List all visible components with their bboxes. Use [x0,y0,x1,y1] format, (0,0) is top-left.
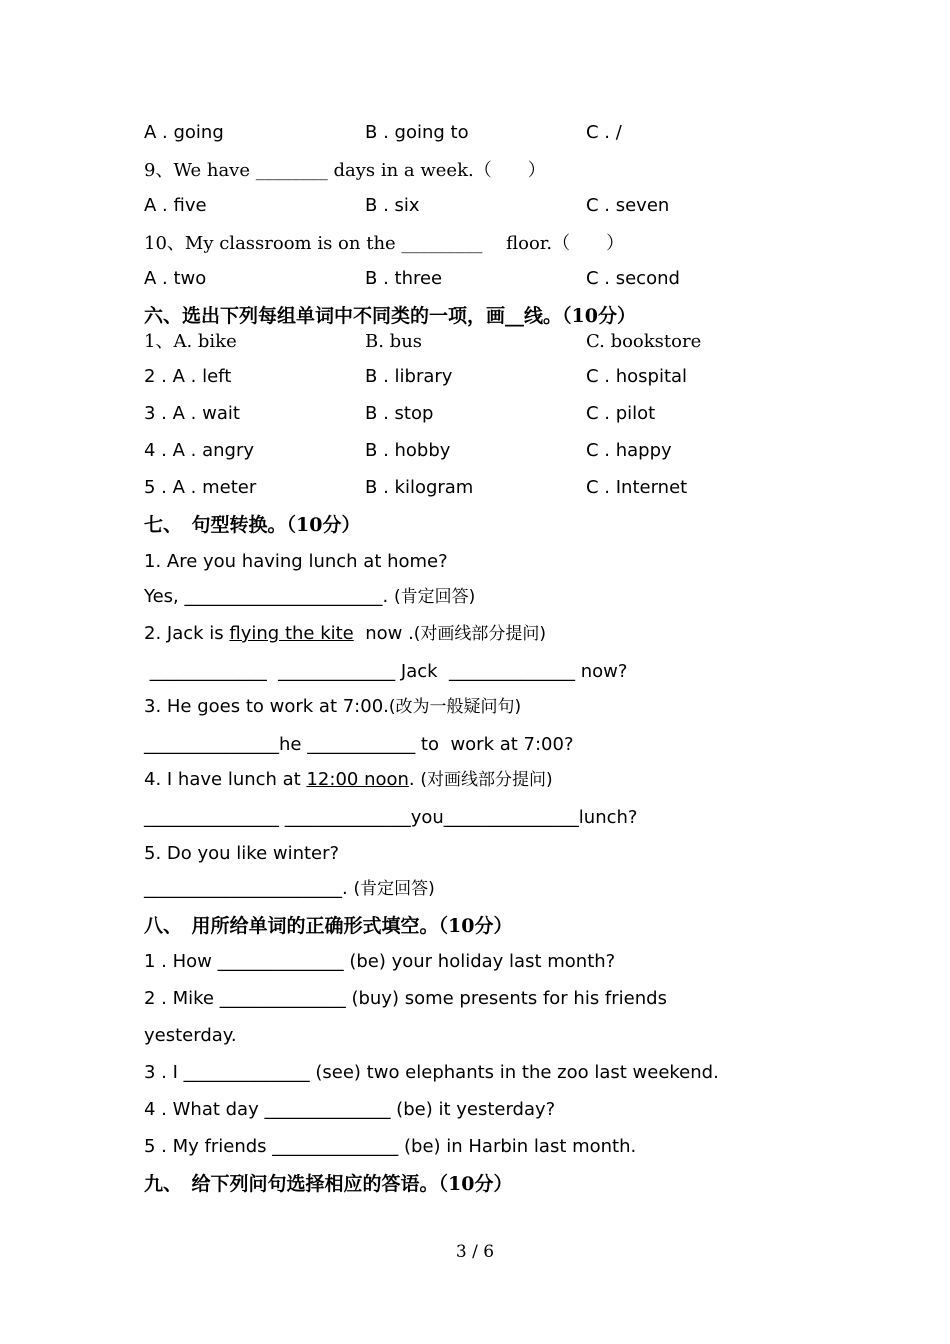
q9-option-a: A . five [144,195,207,216]
q10-question: 10、My classroom is on the _________ floor.（ ） [144,233,625,254]
s6-row4-b: B . hobby [365,440,451,461]
s6-row4-a: 4 . A . angry [144,440,255,461]
q10-option-b: B . three [365,268,443,289]
s7-q2-post: now . [353,623,414,644]
s7-q5-answer-text: ______________________. [144,878,354,899]
q9-question: 9、We have ________ days in a week.（ ） [144,160,546,181]
s6-row3-b: B . stop [365,403,434,424]
s7-q2 [144,622,546,646]
s7-q2-pre: 2. Jack is [144,623,230,644]
s7-q2-answer: _____________ _____________ Jack ______________ now? [144,661,628,682]
s7-q2-underlined: flying the kite [229,623,354,644]
s8-item-1: 1 . How ______________ (be) your holiday last month? [144,951,616,972]
s6-row2-b: B . library [365,366,453,387]
section6-title: 六、选出下列每组单词中不同类的一项，画__线。（10分） [144,305,636,327]
s7-q4-pre: 4. I have lunch at [144,769,307,790]
s8-item-2-cont: yesterday. [144,1025,237,1046]
s6-row4-c: C . happy [586,440,672,461]
s7-q1-answer [144,585,475,609]
q10-option-a: A . two [144,268,207,289]
s7-q4-answer: _______________ ______________you_______________lunch? [144,807,638,828]
q8-option-a: A . going [144,122,224,143]
q8-option-b: B . going to [365,122,469,143]
s7-q5-answer [144,877,435,901]
s7-q1-answer-text: Yes, ______________________. [144,586,394,607]
s6-row2-c: C . hospital [586,366,688,387]
s8-item-2: 2 . Mike ______________ (buy) some presents for his friends [144,988,667,1009]
s7-q4-note: (对画线部分提问) [420,770,553,790]
s7-q2-note: (对画线部分提问) [413,624,547,644]
s6-row5-c: C . Internet [586,477,688,498]
s8-item-5: 5 . My friends ______________ (be) in Harbin last month. [144,1136,637,1157]
s7-q4-underlined: 12:00 noon [306,769,409,790]
q9-option-c: C . seven [586,195,670,216]
q9-option-b: B . six [365,195,420,216]
s7-q3 [144,695,521,719]
page-number: 3 / 6 [455,1242,495,1262]
q10-option-c: C . second [586,268,680,289]
s6-row5-a: 5 . A . meter [144,477,257,498]
s6-row3-c: C . pilot [586,403,656,424]
s6-row2-a: 2 . A . left [144,366,232,387]
section9-title: 九、 给下列问句选择相应的答语。（10分） [144,1173,513,1195]
s6-row1-a: 1、A. bike [144,331,237,352]
s7-q1-note: (肯定回答) [393,587,476,607]
s7-q1: 1. Are you having lunch at home? [144,551,448,572]
section7-title: 七、 句型转换。（10分） [144,514,361,536]
s7-q5: 5. Do you like winter? [144,843,340,864]
s6-row3-a: 3 . A . wait [144,403,240,424]
section8-title: 八、 用所给单词的正确形式填空。（10分） [144,915,513,937]
s7-q4-post: . [408,769,421,790]
s6-row1-c: C. bookstore [586,331,702,352]
s7-q3-text: 3. He goes to work at 7:00. [144,696,389,717]
s6-row5-b: B . kilogram [365,477,474,498]
s7-q4 [144,768,553,792]
s7-q3-note: (改为一般疑问句) [388,697,522,717]
s6-row1-b: B. bus [365,331,423,352]
q8-option-c: C . / [586,122,622,143]
s8-item-4: 4 . What day ______________ (be) it yesterday? [144,1099,556,1120]
s7-q5-note: (肯定回答) [353,879,435,899]
s8-item-3: 3 . I ______________ (see) two elephants in the zoo last weekend. [144,1062,719,1083]
s7-q3-answer: _______________he ____________ to work at 7:00? [144,734,574,755]
